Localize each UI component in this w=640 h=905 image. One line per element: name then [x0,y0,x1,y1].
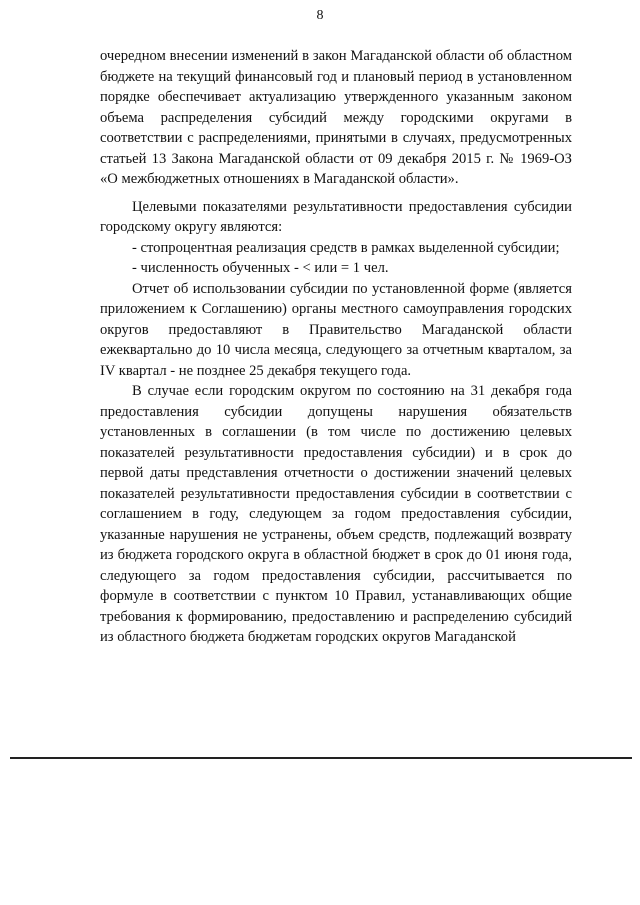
paragraph-target-indicators: Целевыми показателями результативности предоставления субсидии городскому округу являются: [100,198,572,235]
paragraph-budget-update: очередном внесении изменений в закон Магаданской области об областном бюджете на текущий финансовый год и плановый период в установленном порядке обеспечивает актуализацию утвержденного указанным законом объема распределения субсидий между городскими округами в соответствии с распределениями, принятыми в случаях, предусмотренных статьей 13 Закона Магаданской области от 09 декабря 2015 г. № 1969-ОЗ «О межбюджетных отношениях в Магаданской области». [100,48,572,187]
paragraph-violations: В случае если городским округом по состоянию на 31 декабря года предоставления субсидии допущены нарушения обязательств установленных в соглашении (в том числе по достижению целевых показателей результативности предоставления субсидии) и в срок до первой даты представления отчетности о достижении значений целевых показателей результативности предоставления субсидии в соответствии с соглашением в году, следующем за годом предоставления субсидии, указанные нарушения не устранены, объем средств, подлежащий возврату из бюджета городского округа в областной бюджет в срок до 01 июня года, следующего за годом предоставления субсидии, рассчитывается по формуле в соответствии с пунктом 10 Правил, устанавливающих общие требования к формированию, предоставлению и распределению субсидий из областного бюджета бюджетам городских округов Магаданской [100,383,572,645]
document-body [100,46,572,648]
paragraph-report: Отчет об использовании субсидии по установленной форме (является приложением к Соглашению) органы местного самоуправления городских округов предоставляют в Правительство Магаданской области ежеквартально до 10 числа месяца, следующего за отчетным кварталом, за IV квартал - не позднее 25 декабря текущего года. [100,280,572,379]
list-item-trained-count: - численность обученных - < или = 1 чел. [132,260,389,276]
bottom-rule [10,757,632,759]
list-item-funds-realization: - стопроцентная реализация средств в рамках выделенной субсидии; [132,239,560,256]
page-number: 8 [316,8,324,23]
